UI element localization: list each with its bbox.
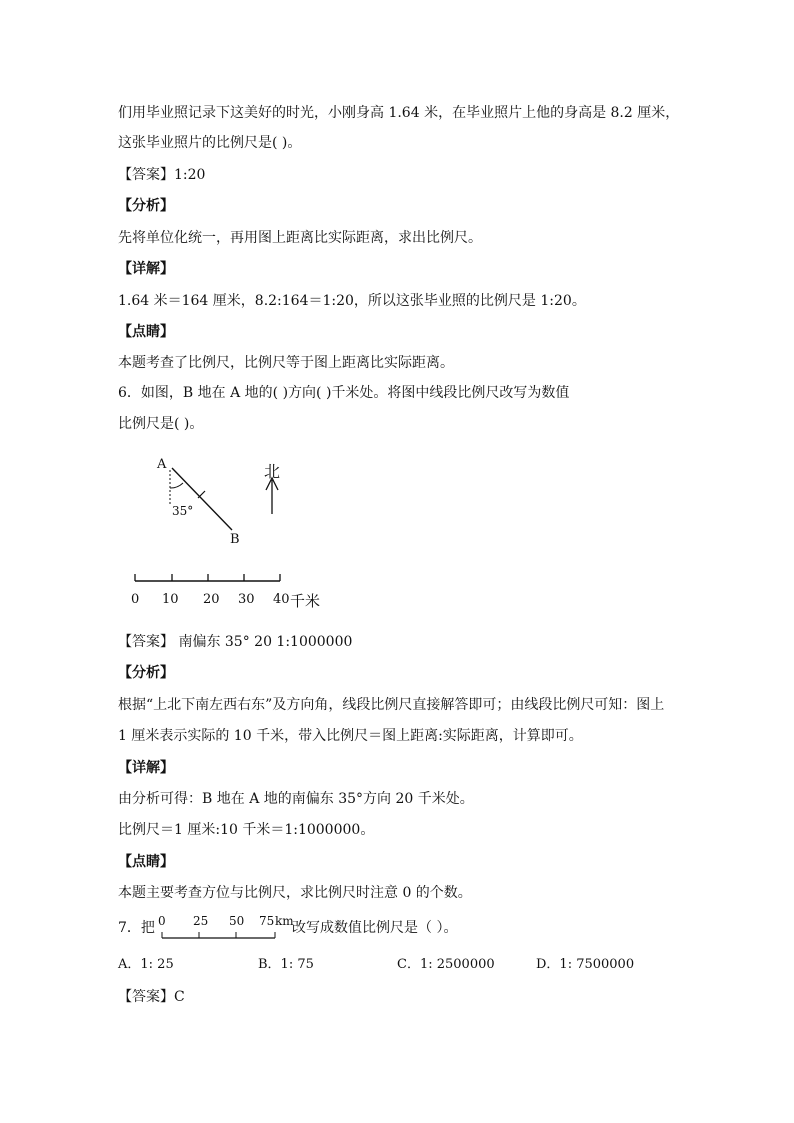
scale-tick-label: 25 — [193, 914, 209, 928]
scale-tick-label: 75 — [259, 914, 275, 928]
scale-tick-label: 20 — [203, 592, 220, 607]
question-7-suffix: 改写成数值比例尺是（ ）。 — [292, 920, 458, 936]
angle-label: 35° — [172, 504, 194, 518]
angle-arc — [170, 483, 183, 488]
answer-line: 【答案】 南偏东 35° 20 1:1000000 — [118, 634, 353, 650]
option-a: A．1: 25 — [118, 957, 174, 972]
section-heading: 【详解】 — [118, 760, 174, 776]
scale-tick-label: 10 — [162, 592, 179, 607]
text-line: 1 厘米表示实际的 10 千米，带入比例尺＝图上距离:实际距离，计算即可。 — [118, 728, 583, 744]
scale-tick-label: 40 — [273, 592, 290, 607]
scale-tick-label: 50 — [229, 914, 245, 928]
section-heading: 【详解】 — [118, 261, 174, 277]
option-d: D．1: 7500000 — [536, 957, 635, 972]
scale-tick-label: 0 — [158, 914, 166, 928]
text-line: 比例尺是( )。 — [118, 416, 204, 432]
answer-line: 【答案】C — [118, 989, 185, 1005]
text-line: 先将单位化统一，再用图上距离比实际距离，求出比例尺。 — [118, 230, 482, 246]
text-line: 们用毕业照记录下这美好的时光，小刚身高 1.64 米，在毕业照片上他的身高是 8.2 厘米， — [118, 105, 680, 121]
question-7-prefix: 7．把 — [118, 920, 155, 936]
point-a-label: A — [157, 457, 167, 472]
scale-unit-label: 千米 — [290, 592, 321, 610]
text-line: 这张毕业照片的比例尺是( )。 — [118, 135, 302, 151]
scale-unit-label: km — [275, 914, 294, 928]
text-line: 由分析可得：B 地在 A 地的南偏东 35°方向 20 千米处。 — [118, 791, 474, 807]
scale-tick-label: 30 — [238, 592, 255, 607]
text-line: 本题主要考查方位与比例尺，求比例尺时注意 0 的个数。 — [118, 885, 472, 901]
text-line: 根据“上北下南左西右东”及方向角，线段比例尺直接解答即可；由线段比例尺可知：图上 — [118, 697, 665, 713]
answer-line: 【答案】1:20 — [118, 167, 206, 183]
text-line: 比例尺＝1 厘米:10 千米＝1:1000000。 — [118, 822, 375, 838]
segment-tick — [198, 491, 205, 498]
option-b: B．1: 75 — [258, 957, 314, 972]
option-c: C．1: 2500000 — [397, 957, 495, 972]
north-label: 北 — [264, 462, 281, 481]
text-line: 本题考查了比例尺，比例尺等于图上距离比实际距离。 — [118, 355, 454, 371]
question-6: 6．如图，B 地在 A 地的( )方向( )千米处。将图中线段比例尺改写为数值 — [118, 385, 570, 401]
section-heading: 【点睛】 — [118, 324, 174, 340]
segment-ab — [172, 468, 232, 530]
scale-tick-label: 0 — [131, 592, 140, 607]
section-heading: 【分析】 — [118, 198, 174, 214]
section-heading: 【点睛】 — [118, 854, 174, 870]
text-line: 1.64 米＝164 厘米，8.2:164＝1:20，所以这张毕业照的比例尺是 1:20。 — [118, 293, 586, 309]
point-b-label: B — [230, 532, 240, 547]
section-heading: 【分析】 — [118, 665, 174, 681]
